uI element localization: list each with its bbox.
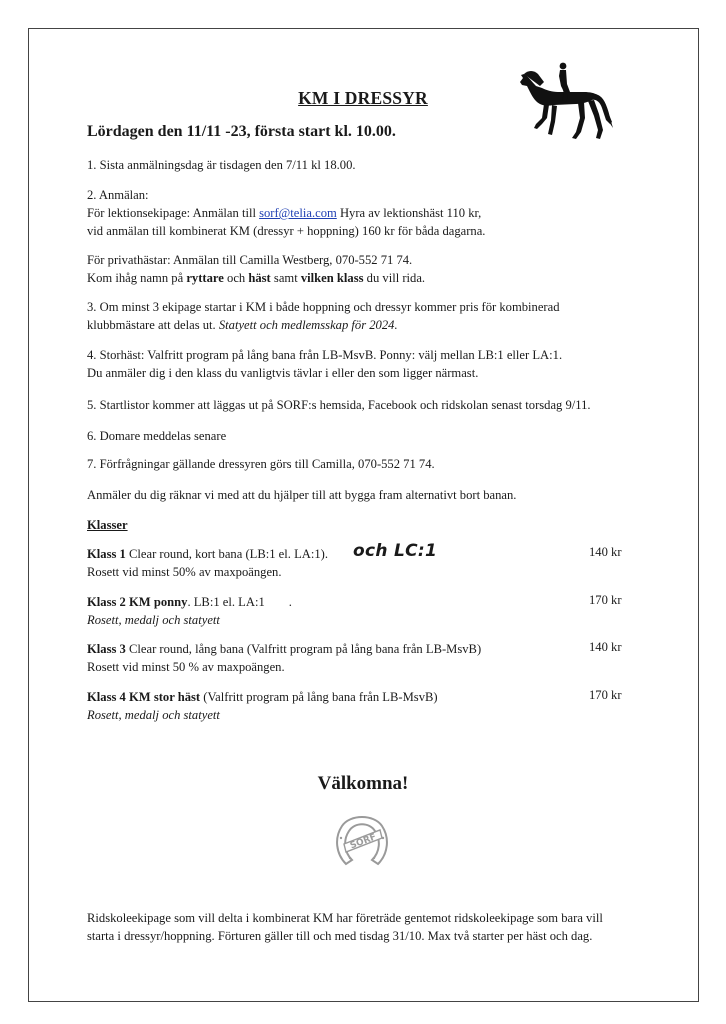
handwritten-note: och LC:1 [353,541,438,561]
registration-line-2: vid anmälan till kombinerat KM (dressyr + hoppning) 160 kr för båda dagarna. [87,224,486,238]
combined-prize-paragraph [87,298,560,334]
combined-prize-line-1: 3. Om minst 3 ekipage startar i KM i både hoppning och dressyr kommer pris för kombinerad [87,300,560,314]
combined-prize-line-2: klubbmästare att delas ut. Statyett och medlemsskap för 2024. [87,318,398,332]
sorf-horseshoe-logo-icon [330,808,394,872]
class-1-line: Klass 1 Clear round, kort bana (LB:1 el. LA:1). [87,547,328,561]
email-link[interactable]: sorf@telia.com [259,206,337,220]
class-3-price: 140 kr [589,640,622,654]
footer-line-1: Ridskoleekipage som vill delta i kombinerat KM har företräde gentemot ridskoleekipage som bara vill [87,911,603,925]
page-title: KM I DRESSYR [298,88,428,108]
welcome-heading: Välkomna! [317,773,409,794]
footer-line-2: starta i dressyr/hoppning. Förturen gäller till och med tisdag 31/10. Max två starter per häst och dag. [87,929,593,943]
registration-paragraph [87,186,485,240]
class-1-price: 140 kr [589,545,622,559]
class-1-note: Rosett vid minst 50% av maxpoängen. [87,565,282,579]
class-4 [87,688,438,724]
class-2-line: Klass 2 KM ponny. LB:1 el. LA:1 . [87,595,292,609]
inquiries-paragraph: 7. Förfrågningar gällande dressyren görs till Camilla, 070-552 71 74. [87,457,435,471]
class-4-price: 170 kr [589,688,622,702]
program-paragraph [87,346,562,382]
classes-heading: Klasser [87,518,128,532]
program-line-2: Du anmäler dig i den klass du vanligtvis tävlar i eller den som ligger närmast. [87,366,479,380]
private-horse-line-2: Kom ihåg namn på ryttare och häst samt vilken klass du vill rida. [87,271,426,285]
class-4-note: Rosett, medalj och statyett [87,708,220,722]
event-date: Lördagen den 11/11 -23, första start kl. 10.00. [87,123,396,140]
class-2-price: 170 kr [589,593,622,607]
class-3 [87,640,481,676]
private-horse-line-1: För privathästar: Anmälan till Camilla Westberg, 070-552 71 74. [87,253,413,267]
registration-line-1: För lektionsekipage: Anmälan till sorf@telia.com Hyra av lektionshäst 110 kr, [87,206,482,220]
class-2 [87,593,292,629]
registration-heading: 2. Anmälan: [87,188,149,202]
deadline-paragraph: 1. Sista anmälningsdag är tisdagen den 7/11 kl 18.00. [87,158,356,172]
private-horse-paragraph [87,251,425,287]
footer-paragraph [87,909,603,945]
class-1 [87,545,328,581]
logo-text: SORF [348,832,378,852]
judges-paragraph: 6. Domare meddelas senare [87,429,227,443]
class-4-line: Klass 4 KM stor häst (Valfritt program på lång bana från LB-MsvB) [87,690,438,704]
class-3-note: Rosett vid minst 50 % av maxpoängen. [87,660,285,674]
help-paragraph: Anmäler du dig räknar vi med att du hjälper till att bygga fram alternativt bort banan. [87,488,517,502]
class-3-line: Klass 3 Clear round, lång bana (Valfritt program på lång bana från LB-MsvB) [87,642,482,656]
class-2-note: Rosett, medalj och statyett [87,613,220,627]
startlist-paragraph: 5. Startlistor kommer att läggas ut på SORF:s hemsida, Facebook och ridskolan senast torsdag 9/11. [87,398,591,412]
program-line-1: 4. Storhäst: Valfritt program på lång bana från LB-MsvB. Ponny: välj mellan LB:1 eller LA:1. [87,348,563,362]
